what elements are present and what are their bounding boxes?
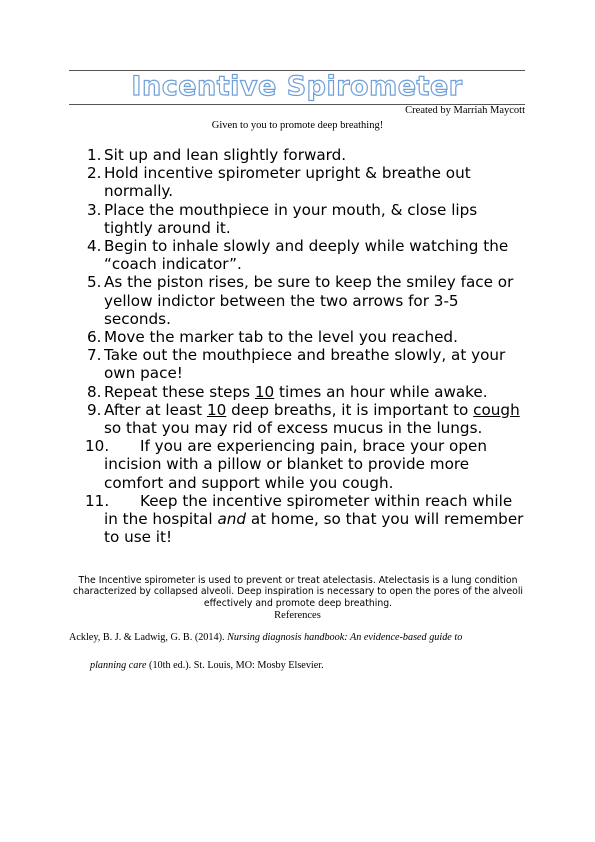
- list-item: 8. Repeat these steps 10 times an hour while awake.: [87, 382, 488, 401]
- list-item: 3. Place the mouthpiece in your mouth, & close lips tightly around it.: [87, 200, 478, 237]
- atelectasis-note: The Incentive spirometer is used to prevent or treat atelectasis. Atelectasis is a lung condition characterized by collapsed alveoli. Deep inspiration is necessary to open the pores of the alveoli effectively and promote deep breathing.: [72, 575, 524, 609]
- list-item: 4. Begin to inhale slowly and deeply while watching the “coach indicator”.: [87, 237, 509, 274]
- page-subtitle: Given to you to promote deep breathing!: [211, 120, 384, 131]
- author-credit: Created by Marriah Maycott: [405, 105, 525, 116]
- page-title: Incentive Spirometer: [131, 71, 463, 102]
- list-item: 1. Sit up and lean slightly forward.: [87, 146, 347, 164]
- list-item: 7. Take out the mouthpiece and breathe slowly, at your own pace!: [87, 346, 506, 383]
- list-item: 11. Keep the incentive spirometer within reach while in the hospital and at home, so that you will remember to use it!: [85, 491, 524, 547]
- list-item: 6. Move the marker tab to the level you reached.: [87, 328, 458, 347]
- reference-line-2: planning care (10th ed.). St. Louis, MO: Mosby Elsevier.: [90, 660, 324, 671]
- list-item: 5. As the piston rises, be sure to keep the smiley face or yellow indictor between the two arrows for 3-5 seconds.: [87, 273, 514, 328]
- list-item: 10. If you are experiencing pain, brace your open incision with a pillow or blanket to provide more comfort and support while you cough.: [85, 437, 487, 492]
- references-heading: References: [274, 610, 321, 621]
- list-item: 2. Hold incentive spirometer upright & breathe out normally.: [87, 164, 471, 201]
- steps-list: [69, 146, 527, 546]
- list-item: 9. After at least 10 deep breaths, it is important to cough so that you may rid of excess mucus in the lungs.: [87, 400, 520, 438]
- reference-line-1: Ackley, B. J. & Ladwig, G. B. (2014). Nursing diagnosis handbook: An evidence-based guide to: [69, 632, 463, 643]
